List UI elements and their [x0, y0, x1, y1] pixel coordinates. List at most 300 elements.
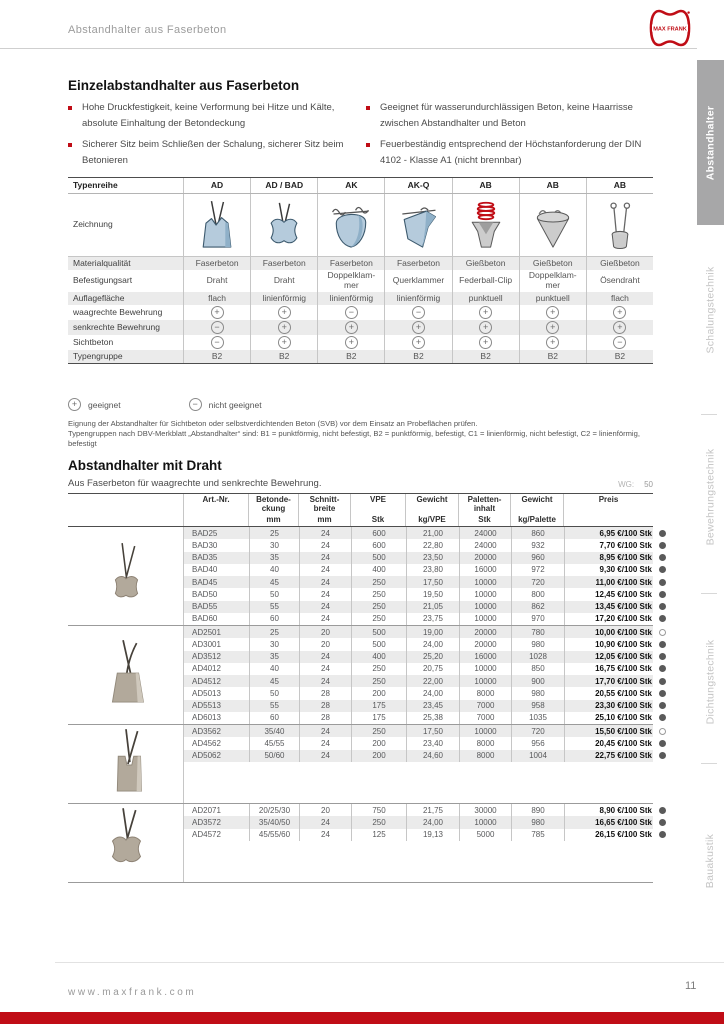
drawing-ad-icon	[183, 194, 250, 256]
t2-price-cell: 17,70 €/100 Stk	[564, 675, 653, 687]
t2-palletweight-cell: 970	[511, 613, 564, 625]
t1-value-cell: flach	[586, 292, 653, 305]
t1-row-label: waagrechte Bewehrung	[73, 306, 163, 317]
t1-row-label: Auflagefläche	[73, 292, 125, 303]
t1-type-label: AB	[452, 178, 519, 193]
t2-artnr-cell: BAD30	[192, 540, 218, 550]
t2-weight-cell: 25,38	[406, 712, 459, 724]
t2-column-unit: mm	[266, 515, 281, 525]
t2-column-name: Schnitt- breite	[309, 495, 340, 513]
section2-subtitle: Aus Faserbeton für waagrechte und senkrechte Bewehrung.	[68, 478, 322, 489]
t1-value-cell: Doppelklam- mer	[317, 270, 384, 292]
t2-weight-cell: 24,00	[406, 687, 459, 699]
t2-vpe-cell: 600	[351, 527, 406, 539]
table-row	[184, 552, 653, 564]
t2-column-unit: kg/Palette	[518, 515, 556, 525]
sidebar-item-bewehrungstechnik	[697, 437, 724, 557]
photo-ad-spacer-icon	[68, 626, 184, 724]
t2-price-cell: 15,50 €/100 Stk	[564, 725, 653, 737]
plus-circle-icon: +	[278, 321, 291, 334]
t2-rows	[184, 725, 653, 803]
t2-cover-cell: 30	[249, 638, 299, 650]
t2-cover-cell: 50	[249, 588, 299, 600]
t2-palletweight-cell: 785	[511, 829, 564, 841]
t2-palletweight-cell: 850	[511, 663, 564, 675]
t1-value-cell: B2	[183, 350, 250, 363]
t1-value-cell: flach	[183, 292, 250, 305]
t2-cover-cell: 20/25/30	[249, 804, 299, 816]
t2-cut-cell: 24	[299, 539, 351, 551]
t1-value-cell: punktuell	[452, 292, 519, 305]
t2-column-name: Preis	[598, 495, 619, 504]
t2-cover-cell: 25	[249, 527, 299, 539]
max-frank-logo-icon	[648, 8, 692, 48]
t1-value-cell: B2	[452, 350, 519, 363]
sidebar-divider	[701, 593, 717, 594]
t1-value-cell	[519, 335, 586, 350]
table-row	[184, 750, 653, 762]
t1-row-label: Typengruppe	[73, 350, 123, 361]
table-row	[184, 687, 653, 699]
t2-palletweight-cell: 890	[511, 804, 564, 816]
t2-pallet-cell: 10000	[459, 613, 511, 625]
wg-value: 50	[644, 480, 653, 489]
t2-cut-cell: 24	[299, 737, 351, 749]
t2-vpe-cell: 500	[351, 552, 406, 564]
t2-cut-cell: 24	[299, 527, 351, 539]
t1-value-cell: Draht	[183, 270, 250, 292]
legend	[68, 398, 262, 411]
t2-column-header	[248, 494, 298, 526]
t2-pallet-cell: 10000	[459, 663, 511, 675]
table-row	[184, 576, 653, 588]
t2-cover-cell: 55	[249, 700, 299, 712]
t2-price-cell: 26,15 €/100 Stk	[564, 829, 653, 841]
sidebar-item-abstandhalter	[697, 60, 724, 225]
sidebar-item-schalungstechnik	[697, 250, 724, 370]
availability-dot-icon	[659, 615, 666, 622]
t1-value-cell: Federball-Clip	[452, 270, 519, 292]
availability-dot-icon	[659, 819, 666, 826]
t2-vpe-cell: 500	[351, 626, 406, 638]
t2-column-name: Betonde- ckung	[256, 495, 291, 513]
t2-column-name: VPE	[369, 495, 386, 504]
plus-circle-icon: +	[412, 336, 425, 349]
t2-cover-cell: 55	[249, 601, 299, 613]
t2-cover-cell: 35	[249, 651, 299, 663]
footnote-line: Eignung der Abstandhalter für Sichtbeton oder selbstverdichtenden Beton (SVB) vor dem Einsatz an Probeflächen prüfen.	[68, 419, 478, 428]
t2-group	[68, 725, 653, 804]
t2-palletweight-cell: 980	[511, 687, 564, 699]
t2-weight-cell: 23,50	[406, 552, 459, 564]
t1-value-cell: linienförmig	[384, 292, 451, 305]
t2-pallet-cell: 10000	[459, 725, 511, 737]
t2-artnr-cell: BAD40	[192, 565, 218, 575]
availability-dot-icon	[659, 554, 666, 561]
t2-cut-cell: 24	[299, 552, 351, 564]
drawing-ak-icon	[317, 194, 384, 256]
t2-vpe-cell: 250	[351, 725, 406, 737]
availability-dot-icon	[659, 579, 666, 586]
bullet-square-icon	[68, 143, 72, 147]
legend-minus-label: nicht geeignet	[208, 399, 262, 410]
t1-type-label: AD	[183, 178, 250, 193]
table-row	[184, 663, 653, 675]
bullet-item	[68, 137, 355, 169]
t2-column-unit: Stk	[478, 515, 491, 525]
availability-dot-icon	[659, 629, 666, 636]
t1-value-cell: Faserbeton	[384, 257, 451, 270]
t2-vpe-cell: 200	[351, 737, 406, 749]
t2-column-unit: kg/VPE	[418, 515, 446, 525]
plus-circle-icon: +	[278, 306, 291, 319]
sidebar-item-label: Dichtungstechnik	[704, 639, 717, 725]
bullet-square-icon	[68, 106, 72, 110]
t2-price-cell: 9,30 €/100 Stk	[564, 564, 653, 576]
t1-row	[68, 257, 653, 270]
availability-dot-icon	[659, 603, 666, 610]
t1-value-cell: B2	[317, 350, 384, 363]
t1-type-label: AB	[519, 178, 586, 193]
t2-artnr-cell: BAD45	[192, 577, 218, 587]
t1-row-label: Materialqualität	[73, 257, 131, 268]
t2-palletweight-cell: 720	[511, 725, 564, 737]
minus-circle-icon: −	[211, 321, 224, 334]
minus-circle-icon: −	[412, 306, 425, 319]
minus-circle-icon: −	[211, 336, 224, 349]
plus-circle-icon: +	[345, 336, 358, 349]
t1-value-cell	[384, 335, 451, 350]
t2-pallet-cell: 20000	[459, 552, 511, 564]
t2-cut-cell: 24	[299, 601, 351, 613]
t2-pallet-cell: 10000	[459, 576, 511, 588]
plus-circle-icon: +	[345, 321, 358, 334]
t2-cover-cell: 50	[249, 687, 299, 699]
t2-weight-cell: 25,20	[406, 651, 459, 663]
t2-vpe-cell: 125	[351, 829, 406, 841]
t2-price-cell: 10,00 €/100 Stk	[564, 626, 653, 638]
t2-weight-cell: 21,00	[406, 527, 459, 539]
t2-pallet-cell: 8000	[459, 687, 511, 699]
t2-vpe-cell: 250	[351, 663, 406, 675]
table-row	[184, 626, 653, 638]
bullet-item	[68, 100, 355, 132]
t2-price-cell: 25,10 €/100 Stk	[564, 712, 653, 724]
t2-artnr-cell: BAD60	[192, 614, 218, 624]
availability-dot-icon	[659, 831, 666, 838]
t2-weight-cell: 23,75	[406, 613, 459, 625]
availability-dot-icon	[659, 653, 666, 660]
t2-cut-cell: 24	[299, 663, 351, 675]
t1-type-header-row	[68, 178, 653, 194]
availability-dot-icon	[659, 714, 666, 721]
t2-palletweight-cell: 800	[511, 588, 564, 600]
t1-value-cell: Faserbeton	[317, 257, 384, 270]
t2-rows	[184, 804, 653, 882]
t2-price-cell: 7,70 €/100 Stk	[564, 539, 653, 551]
t1-row	[68, 350, 653, 363]
t2-price-cell: 16,75 €/100 Stk	[564, 663, 653, 675]
t1-value-cell	[519, 320, 586, 335]
plus-circle-icon: +	[68, 398, 81, 411]
t2-vpe-cell: 500	[351, 638, 406, 650]
t1-row-label: Befestigungsart	[73, 275, 133, 286]
product-price-table	[68, 493, 653, 883]
t2-vpe-cell: 250	[351, 613, 406, 625]
t2-artnr-cell: AD4512	[192, 676, 221, 686]
availability-dot-icon	[659, 641, 666, 648]
t2-pallet-cell: 30000	[459, 804, 511, 816]
t1-value-cell	[317, 320, 384, 335]
t2-cut-cell: 24	[299, 564, 351, 576]
t2-cover-cell: 50/60	[249, 750, 299, 762]
t2-cut-cell: 24	[299, 613, 351, 625]
t2-vpe-cell: 600	[351, 539, 406, 551]
t2-vpe-cell: 175	[351, 700, 406, 712]
t2-price-cell: 17,20 €/100 Stk	[564, 613, 653, 625]
t2-artnr-cell: AD4572	[192, 830, 221, 840]
t2-cover-cell: 45/55	[249, 737, 299, 749]
photo-bad-spacer-icon	[68, 527, 184, 625]
t2-palletweight-cell: 972	[511, 564, 564, 576]
t2-column-name: Paletten- inhalt	[467, 495, 502, 513]
t1-value-cell	[384, 305, 451, 320]
t1-value-cell: B2	[384, 350, 451, 363]
t2-column-header	[183, 494, 248, 526]
availability-dot-icon	[659, 807, 666, 814]
t1-row-label: Zeichnung	[73, 219, 113, 230]
table-row	[184, 712, 653, 724]
t2-price-cell: 12,45 €/100 Stk	[564, 588, 653, 600]
t1-value-cell: Ösendraht	[586, 270, 653, 292]
footnote-line: Typengruppen nach DBV-Merkblatt „Abstandhalter“ sind: B1 = punktförmig, nicht befestigt, B2 = punktförmig, befestigt, C1 = linienförmig, nicht befestigt, C2 = linienförmig, befestigt	[68, 428, 640, 448]
t1-value-cell: Draht	[250, 270, 317, 292]
minus-circle-icon: −	[345, 306, 358, 319]
t1-value-cell: B2	[586, 350, 653, 363]
availability-dot-icon	[659, 728, 666, 735]
drawing-ab-oesendraht-icon	[586, 194, 653, 256]
wg-code	[618, 480, 653, 489]
drawing-ab-federball-icon	[452, 194, 519, 256]
sidebar-item-bauakustik	[697, 801, 724, 921]
table-row	[184, 725, 653, 737]
t2-cut-cell: 24	[299, 829, 351, 841]
t2-weight-cell: 23,80	[406, 564, 459, 576]
t2-artnr-cell: AD4562	[192, 738, 221, 748]
t2-cover-cell: 45	[249, 675, 299, 687]
drawing-ab-doppelklammer-icon	[519, 194, 586, 256]
t2-pallet-cell: 16000	[459, 651, 511, 663]
t1-value-cell	[586, 335, 653, 350]
t2-pallet-cell: 20000	[459, 626, 511, 638]
t2-weight-cell: 23,40	[406, 737, 459, 749]
t1-value-cell	[183, 320, 250, 335]
t2-pallet-cell: 16000	[459, 564, 511, 576]
table-row	[184, 829, 653, 841]
t2-pallet-cell: 10000	[459, 588, 511, 600]
header-divider	[0, 48, 697, 49]
t2-cover-cell: 30	[249, 539, 299, 551]
table-row	[184, 588, 653, 600]
t2-rows	[184, 626, 653, 724]
t2-vpe-cell: 250	[351, 601, 406, 613]
t1-value-cell: Querklammer	[384, 270, 451, 292]
t2-price-cell: 22,75 €/100 Stk	[564, 750, 653, 762]
t2-palletweight-cell: 960	[511, 552, 564, 564]
t1-value-cell	[519, 305, 586, 320]
t1-row	[68, 270, 653, 292]
t2-pallet-cell: 10000	[459, 601, 511, 613]
t2-vpe-cell: 400	[351, 564, 406, 576]
t2-cover-cell: 45/55/60	[249, 829, 299, 841]
t2-pallet-cell: 10000	[459, 675, 511, 687]
plus-circle-icon: +	[546, 321, 559, 334]
t1-value-cell: Gießbeton	[586, 257, 653, 270]
t2-cut-cell: 28	[299, 687, 351, 699]
t2-price-cell: 10,90 €/100 Stk	[564, 638, 653, 650]
t2-palletweight-cell: 932	[511, 539, 564, 551]
t2-header-row	[68, 493, 653, 527]
t2-cover-cell: 40	[249, 564, 299, 576]
table-row	[184, 601, 653, 613]
table-row	[184, 737, 653, 749]
availability-dot-icon	[659, 752, 666, 759]
t2-artnr-cell: AD5513	[192, 701, 221, 711]
t2-pallet-cell: 24000	[459, 539, 511, 551]
table-row	[184, 539, 653, 551]
t2-column-unit: mm	[317, 515, 332, 525]
t2-vpe-cell: 400	[351, 651, 406, 663]
bullet-text: Feuerbeständig entsprechend der Höchstanforderung der DIN 4102 - Klasse A1 (nicht brennbar)	[380, 139, 642, 166]
t2-cover-cell: 60	[249, 613, 299, 625]
t1-value-cell	[183, 305, 250, 320]
bullet-text: Sicherer Sitz beim Schließen der Schalung, sicherer Sitz beim Betonieren	[82, 139, 344, 166]
plus-circle-icon: +	[278, 336, 291, 349]
section1-title: Einzelabstandhalter aus Faserbeton	[68, 78, 300, 93]
t2-pallet-cell: 24000	[459, 527, 511, 539]
page-number: 11	[685, 980, 697, 992]
availability-dot-icon	[659, 542, 666, 549]
t2-pallet-cell: 10000	[459, 816, 511, 828]
t2-palletweight-cell: 980	[511, 816, 564, 828]
t2-artnr-cell: AD2501	[192, 627, 221, 637]
t1-value-cell	[183, 335, 250, 350]
footer-divider	[55, 962, 724, 963]
t1-row	[68, 292, 653, 305]
t2-group	[68, 527, 653, 626]
t2-weight-cell: 24,00	[406, 638, 459, 650]
t2-price-cell: 11,00 €/100 Stk	[564, 576, 653, 588]
t2-price-cell: 8,95 €/100 Stk	[564, 552, 653, 564]
t2-cut-cell: 24	[299, 675, 351, 687]
t2-vpe-cell: 200	[351, 687, 406, 699]
t2-vpe-cell: 175	[351, 712, 406, 724]
t2-price-cell: 8,90 €/100 Stk	[564, 804, 653, 816]
t2-vpe-cell: 200	[351, 750, 406, 762]
sidebar-divider	[701, 414, 717, 415]
t2-cut-cell: 20	[299, 804, 351, 816]
t2-price-cell: 16,65 €/100 Stk	[564, 816, 653, 828]
t2-cut-cell: 28	[299, 712, 351, 724]
sidebar-item-label: Bauakustik	[704, 833, 717, 889]
logo-text: MAX FRANK	[653, 26, 687, 33]
table-row	[184, 675, 653, 687]
wg-label: WG:	[618, 480, 635, 489]
feature-bullets	[68, 100, 653, 174]
table-row	[184, 700, 653, 712]
bullet-column-right	[366, 100, 653, 174]
plus-circle-icon: +	[479, 306, 492, 319]
t2-palletweight-cell: 860	[511, 527, 564, 539]
plus-circle-icon: +	[479, 336, 492, 349]
t2-vpe-cell: 250	[351, 675, 406, 687]
t1-value-cell: B2	[250, 350, 317, 363]
t2-cover-cell: 40	[249, 663, 299, 675]
t2-weight-cell: 23,45	[406, 700, 459, 712]
footnotes	[68, 419, 668, 448]
t1-value-cell	[586, 305, 653, 320]
page-header-title: Abstandhalter aus Faserbeton	[68, 24, 227, 36]
footer-red-bar	[0, 1012, 724, 1024]
section2-title: Abstandhalter mit Draht	[68, 458, 222, 473]
t1-value-cell	[317, 305, 384, 320]
t2-pallet-cell: 20000	[459, 638, 511, 650]
t1-value-cell: Faserbeton	[250, 257, 317, 270]
t2-artnr-cell: AD3562	[192, 726, 221, 736]
sidebar-item-label: Schalungstechnik	[704, 266, 717, 354]
bullet-item	[366, 137, 653, 169]
t2-column-header	[458, 494, 510, 526]
t2-vpe-cell: 250	[351, 576, 406, 588]
minus-circle-icon: −	[189, 398, 202, 411]
legend-plus-label: geeignet	[88, 399, 121, 410]
sidebar-divider	[701, 763, 717, 764]
t2-artnr-cell: AD5062	[192, 751, 221, 761]
table-row	[184, 564, 653, 576]
t1-type-label: AK	[317, 178, 384, 193]
t1-value-cell: Gießbeton	[452, 257, 519, 270]
availability-dot-icon	[659, 678, 666, 685]
t2-weight-cell: 22,00	[406, 675, 459, 687]
t2-weight-cell: 24,60	[406, 750, 459, 762]
plus-circle-icon: +	[613, 306, 626, 319]
t2-column-header	[510, 494, 563, 526]
t2-palletweight-cell: 1028	[511, 651, 564, 663]
plus-circle-icon: +	[211, 306, 224, 319]
t2-cut-cell: 24	[299, 750, 351, 762]
availability-dot-icon	[659, 702, 666, 709]
t2-weight-cell: 17,50	[406, 576, 459, 588]
plus-circle-icon: +	[546, 336, 559, 349]
footer-url: www.maxfrank.com	[68, 987, 197, 998]
t2-weight-cell: 21,05	[406, 601, 459, 613]
photo-ad20-spacer-icon	[68, 804, 184, 882]
t2-price-cell: 20,45 €/100 Stk	[564, 737, 653, 749]
t2-palletweight-cell: 956	[511, 737, 564, 749]
t2-cut-cell: 24	[299, 576, 351, 588]
t1-row-label: Sichtbeton	[73, 336, 114, 347]
t2-weight-cell: 24,00	[406, 816, 459, 828]
t2-group	[68, 626, 653, 725]
t2-cut-cell: 24	[299, 588, 351, 600]
t2-weight-cell: 19,00	[406, 626, 459, 638]
table-row	[184, 527, 653, 539]
t1-value-cell	[452, 335, 519, 350]
t1-value-cell	[384, 320, 451, 335]
type-comparison-table	[68, 177, 653, 364]
t1-value-cell: Faserbeton	[183, 257, 250, 270]
t2-price-cell: 12,05 €/100 Stk	[564, 651, 653, 663]
